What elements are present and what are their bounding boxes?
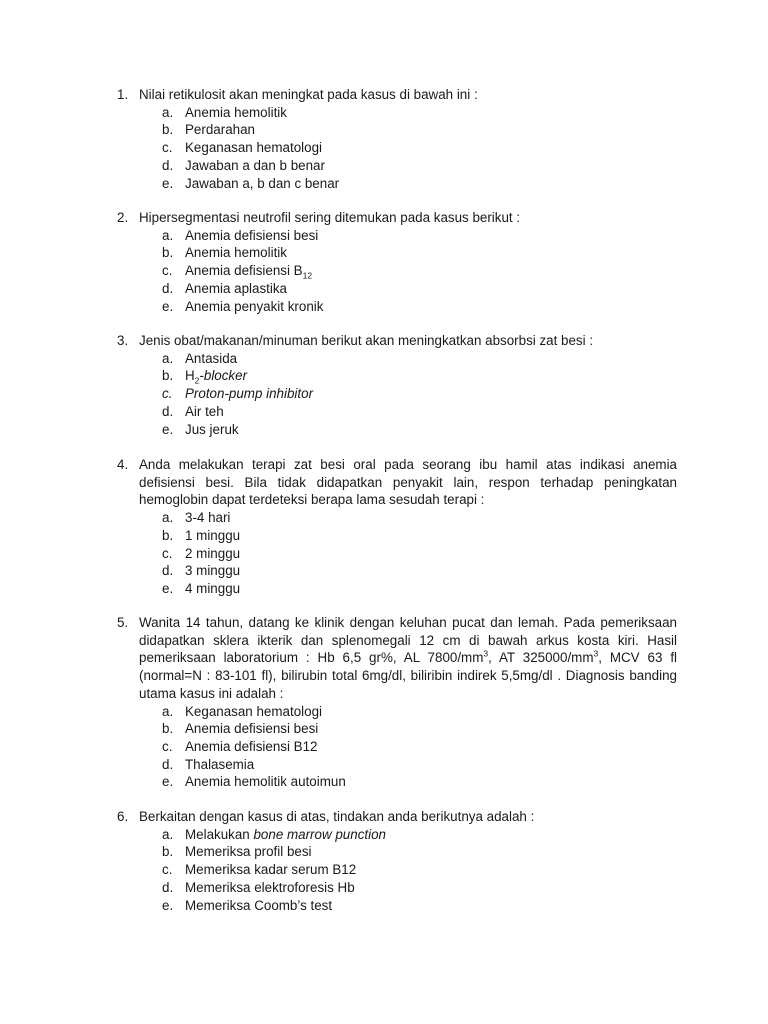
option-text: Jus jeruk xyxy=(185,421,239,437)
option-c xyxy=(117,545,677,563)
option-letter: d. xyxy=(162,756,174,772)
option-text: Jawaban a, b dan c benar xyxy=(185,175,340,191)
option-a xyxy=(117,350,677,368)
option-c xyxy=(117,262,677,280)
option-text: Air teh xyxy=(185,403,224,419)
question-6 xyxy=(117,808,677,914)
question-text: Anda melakukan terapi zat besi oral pada seorang ibu hamil atas indikasi anemia defisiensi besi. Bila tidak didapatkan penyakit lain, respon terhadap peningkatan hemoglobin dapat terdeteksi berapa lama sesudah terapi : xyxy=(139,457,677,508)
question-number: 5. xyxy=(117,615,129,630)
option-letter: d. xyxy=(162,157,174,173)
option-a xyxy=(117,703,677,721)
option-c xyxy=(117,385,677,403)
option-text: Anemia defisiensi besi xyxy=(185,227,319,243)
question-text-part: , MCV 63 fl (normal=N : 83-101 fl), bilirubin total 6mg/dl, biliribin indirek 5,5mg/dl . Diagnosis banding utama kasus ini adalah : xyxy=(139,650,678,701)
option-text xyxy=(185,826,677,844)
option-letter: c. xyxy=(162,140,173,156)
option-d xyxy=(117,756,677,774)
option-e xyxy=(117,580,677,598)
option-text: 3 minggu xyxy=(185,563,241,579)
option-text: Memeriksa profil besi xyxy=(185,844,312,860)
option-b xyxy=(117,367,677,385)
option-d xyxy=(117,562,677,580)
option-text: Anemia hemolitik xyxy=(185,245,287,261)
option-b xyxy=(117,244,677,262)
option-b xyxy=(117,720,677,738)
question-number: 2. xyxy=(117,210,129,225)
subscript: 2 xyxy=(194,376,200,387)
question-stem xyxy=(117,456,677,509)
option-letter: c. xyxy=(162,263,173,279)
option-letter: e. xyxy=(162,175,174,191)
question-text: Berkaitan dengan kasus di atas, tindakan anda berikutnya adalah : xyxy=(139,809,535,824)
option-letter: d. xyxy=(162,280,174,296)
option-letter: a. xyxy=(162,510,174,526)
option-text: Jawaban a dan b benar xyxy=(185,157,325,173)
option-text: 2 minggu xyxy=(185,545,241,561)
option-e xyxy=(117,897,677,915)
option-d xyxy=(117,280,677,298)
option-text: Memeriksa Coomb’s test xyxy=(185,897,333,913)
question-text-part: , AT 325000/mm xyxy=(488,650,594,666)
question-text: Jenis obat/makanan/minuman berikut akan meningkatkan absorbsi zat besi : xyxy=(139,333,594,348)
option-letter: a. xyxy=(162,104,174,120)
question-stem xyxy=(117,614,677,703)
question-number: 6. xyxy=(117,809,129,824)
option-text-prefix: H xyxy=(185,368,195,384)
option-letter: a. xyxy=(162,227,174,243)
question-text: Nilai retikulosit akan meningkat pada kasus di bawah ini : xyxy=(139,87,478,102)
option-d xyxy=(117,879,677,897)
question-3 xyxy=(117,332,677,438)
option-list xyxy=(117,703,677,792)
option-letter: a. xyxy=(162,703,174,719)
option-text: Anemia defisiensi B12 xyxy=(185,738,318,754)
option-letter: b. xyxy=(162,122,174,138)
option-list xyxy=(117,350,677,439)
option-letter: a. xyxy=(162,350,174,366)
option-a xyxy=(117,227,677,245)
option-text: Anemia defisiensi besi xyxy=(185,721,319,737)
option-text: Anemia aplastika xyxy=(185,280,287,296)
option-d xyxy=(117,403,677,421)
question-number: 3. xyxy=(117,333,129,348)
option-letter: e. xyxy=(162,897,174,913)
option-letter: d. xyxy=(162,403,174,419)
option-letter: c. xyxy=(162,862,173,878)
question-1 xyxy=(117,86,677,192)
option-text: 4 minggu xyxy=(185,580,241,596)
option-letter: b. xyxy=(162,527,174,543)
option-letter: e. xyxy=(162,298,174,314)
question-stem xyxy=(117,209,677,227)
question-2 xyxy=(117,209,677,315)
option-letter: b. xyxy=(162,844,174,860)
option-text: Anemia hemolitik xyxy=(185,104,287,120)
question-number: 4. xyxy=(117,457,129,472)
option-text: Thalasemia xyxy=(185,756,255,772)
question-5 xyxy=(117,614,677,791)
option-letter: c. xyxy=(162,545,173,561)
question-text xyxy=(139,614,677,703)
option-e xyxy=(117,773,677,791)
option-text: Anemia hemolitik autoimun xyxy=(185,774,346,790)
question-text-part: Wanita 14 tahun, datang ke klinik dengan keluhan pucat dan lemah. Pada pemeriksaan didapatkan sklera ikterik dan splenomegali 12 cm di bawah arkus kosta kiri. Hasil pemeriksaan laboratorium : Hb 6,5 gr%, AL 7800/mm xyxy=(139,615,677,666)
option-letter: b. xyxy=(162,721,174,737)
option-a xyxy=(117,104,677,122)
option-text xyxy=(185,262,677,280)
option-letter: d. xyxy=(162,879,174,895)
option-text-italic: -blocker xyxy=(199,368,248,384)
option-letter: e. xyxy=(162,421,174,437)
option-text-main: Anemia defisiensi B xyxy=(185,263,303,279)
option-list xyxy=(117,227,677,316)
option-text-prefix: Melakukan xyxy=(185,826,254,842)
option-text: Proton-pump inhibitor xyxy=(185,386,314,402)
option-letter: e. xyxy=(162,580,174,596)
question-stem xyxy=(117,332,677,350)
question-stem xyxy=(117,86,677,104)
question-stem xyxy=(117,808,677,826)
option-c xyxy=(117,861,677,879)
superscript: 3 xyxy=(593,648,599,659)
option-e xyxy=(117,421,677,439)
option-e xyxy=(117,175,677,193)
option-c xyxy=(117,139,677,157)
option-text: 3-4 hari xyxy=(185,510,231,526)
option-c xyxy=(117,738,677,756)
option-list xyxy=(117,509,677,598)
option-letter: c. xyxy=(162,386,173,402)
option-list xyxy=(117,826,677,915)
option-letter: b. xyxy=(162,245,174,261)
option-letter: c. xyxy=(162,738,173,754)
option-a xyxy=(117,509,677,527)
option-letter: e. xyxy=(162,774,174,790)
superscript: 3 xyxy=(483,648,489,659)
option-text: Keganasan hematologi xyxy=(185,703,322,719)
question-4 xyxy=(117,456,677,598)
option-letter: a. xyxy=(162,826,174,842)
option-text: Antasida xyxy=(185,350,238,366)
option-list xyxy=(117,104,677,193)
option-letter: b. xyxy=(162,368,174,384)
option-letter: d. xyxy=(162,563,174,579)
subscript: 12 xyxy=(302,270,313,281)
option-text: Anemia penyakit kronik xyxy=(185,298,324,314)
option-text: Perdarahan xyxy=(185,122,255,138)
option-text: Keganasan hematologi xyxy=(185,140,322,156)
option-d xyxy=(117,157,677,175)
option-e xyxy=(117,298,677,316)
question-number: 1. xyxy=(117,87,129,102)
option-a xyxy=(117,826,677,844)
question-text: Hipersegmentasi neutrofil sering ditemukan pada kasus berikut : xyxy=(139,210,521,225)
option-b xyxy=(117,843,677,861)
option-b xyxy=(117,121,677,139)
option-b xyxy=(117,527,677,545)
option-text: Memeriksa elektroforesis Hb xyxy=(185,879,355,895)
option-text-italic: bone marrow punction xyxy=(253,826,386,842)
option-text xyxy=(185,367,677,385)
option-text: 1 minggu xyxy=(185,527,241,543)
option-text: Memeriksa kadar serum B12 xyxy=(185,862,357,878)
